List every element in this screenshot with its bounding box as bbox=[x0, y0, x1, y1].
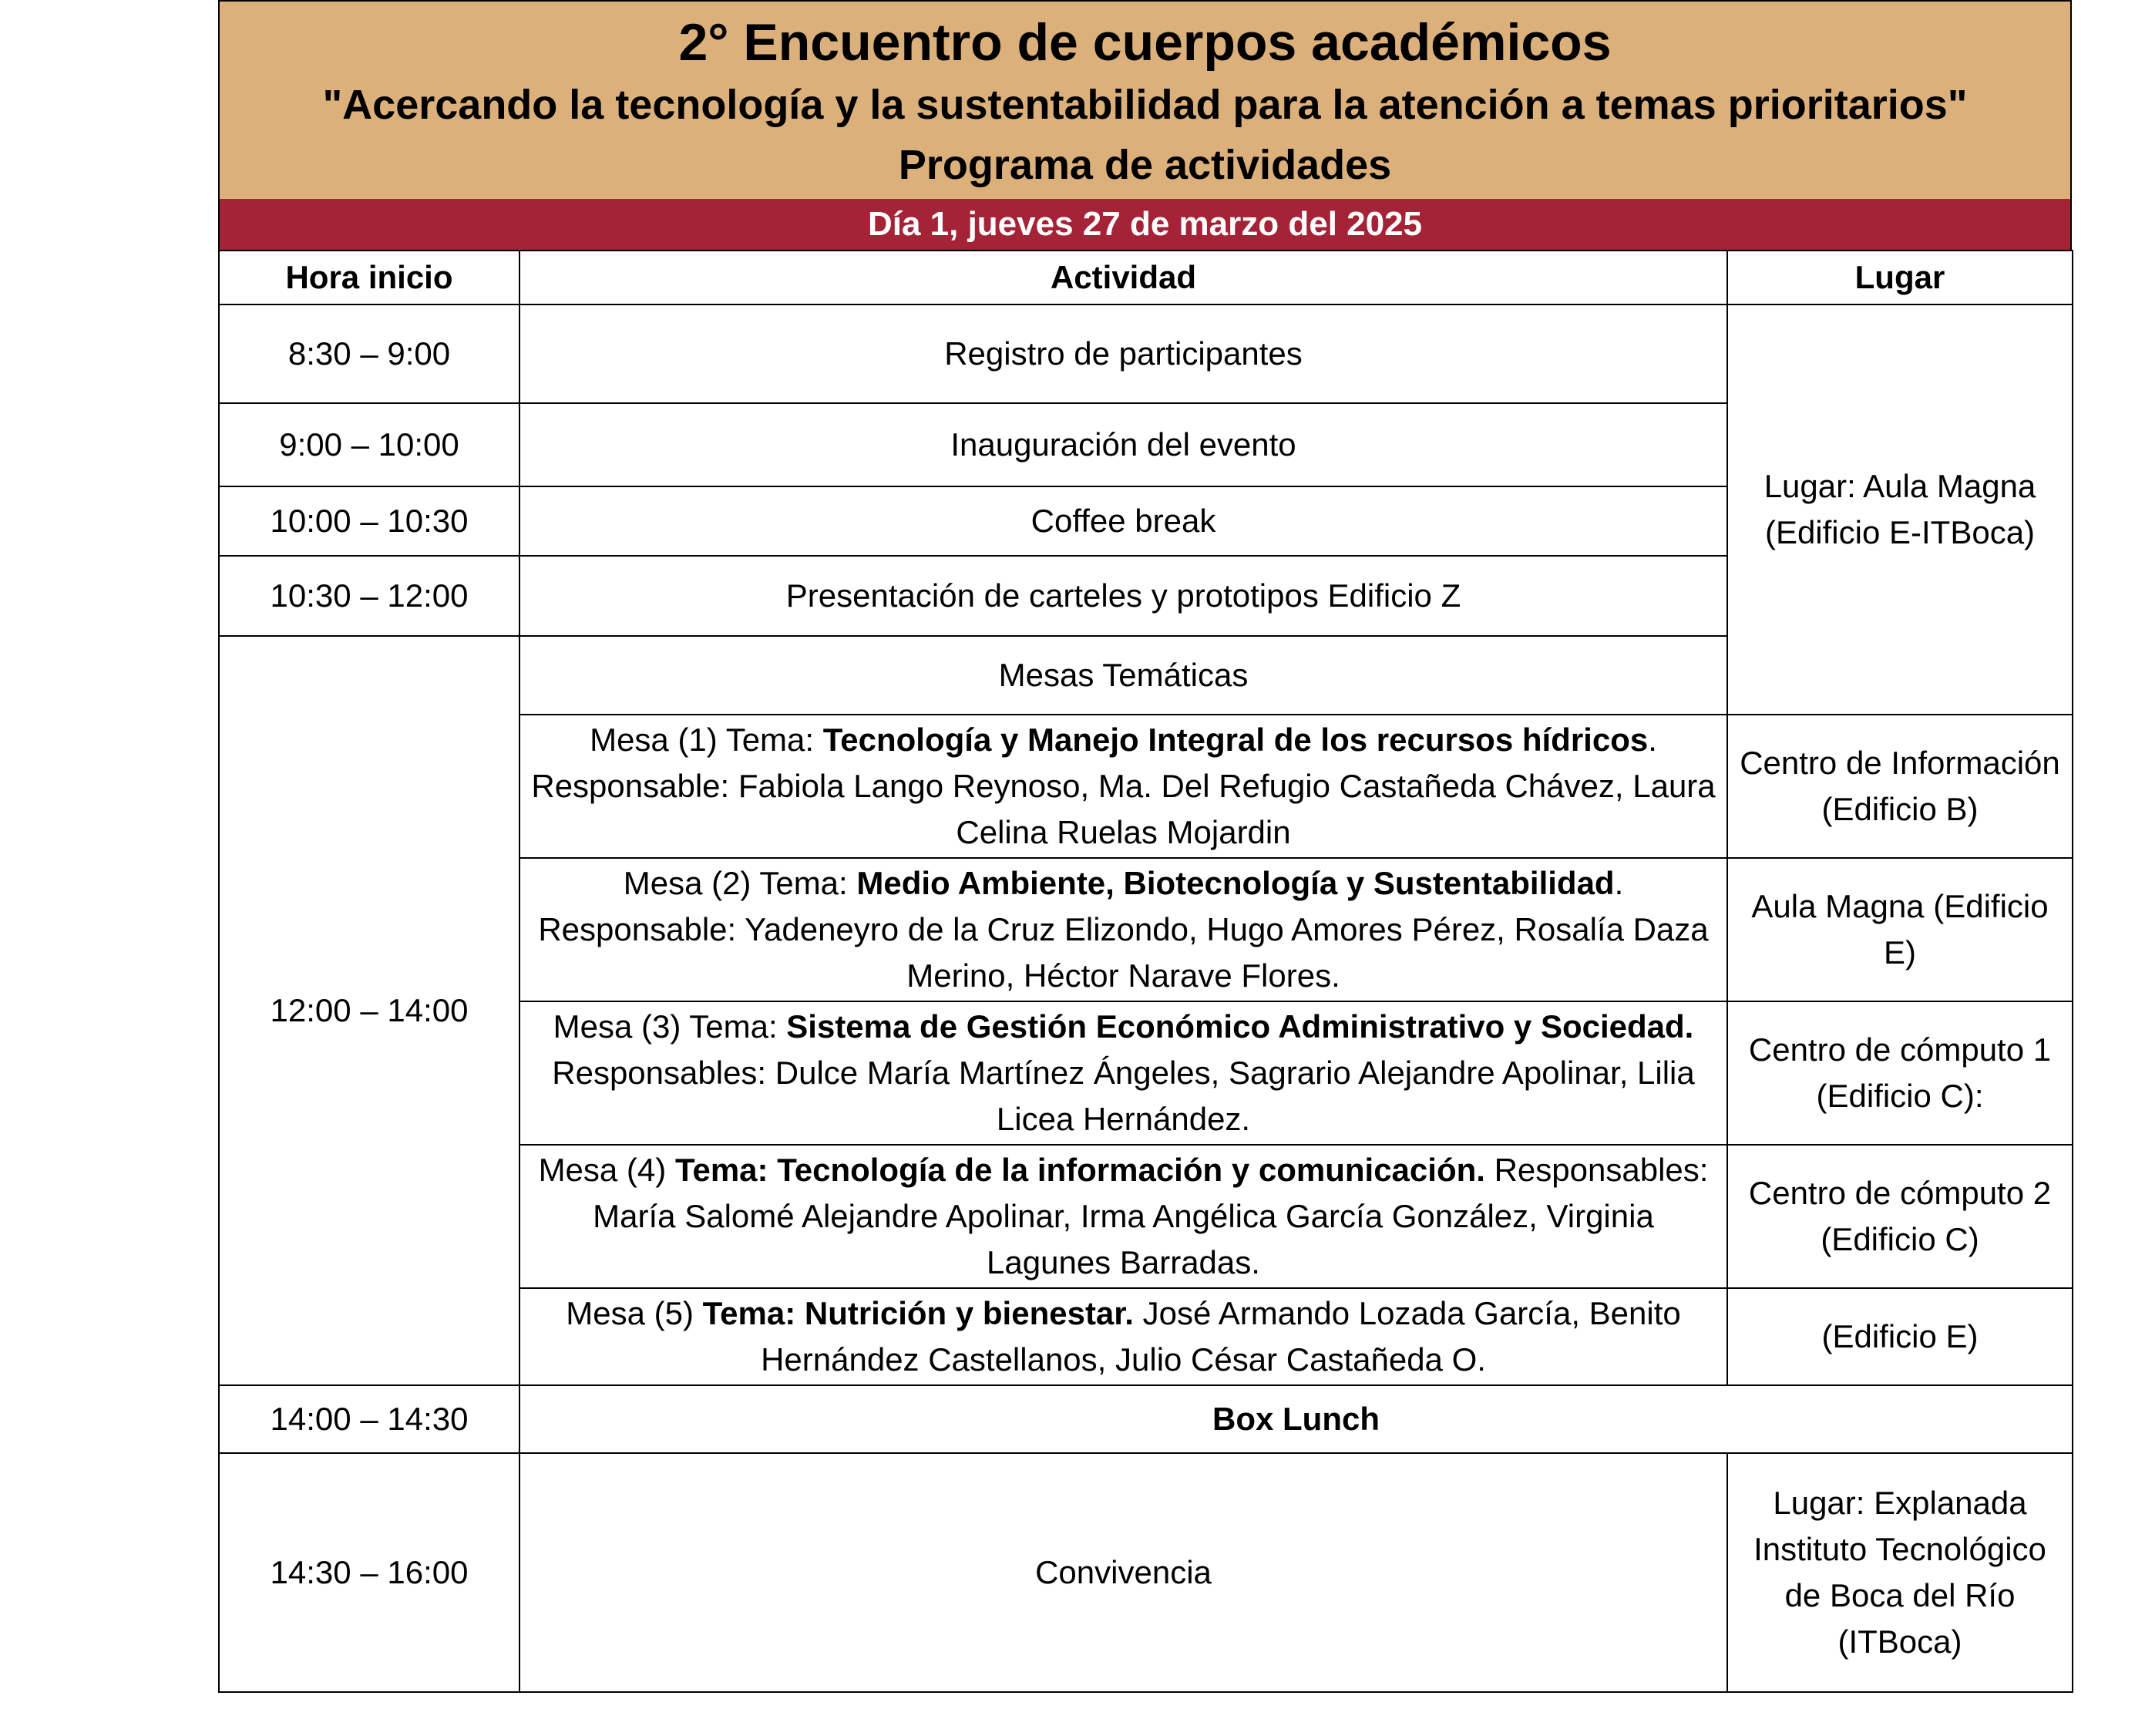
col-header-actividad: Actividad bbox=[519, 251, 1727, 304]
hora-cell: 14:30 – 16:00 bbox=[219, 1453, 519, 1692]
lugar-cell: Lugar: Explanada Instituto Tecnológico de Boca del Río (ITBoca) bbox=[1727, 1453, 2073, 1692]
mesa-lugar-cell: Centro de Información (Edificio B) bbox=[1727, 715, 2073, 858]
mesa-responsables: Responsables: Dulce María Martínez Ángeles, Sagrario Alejandre Apolinar, Lilia Licea Hernández. bbox=[552, 1055, 1695, 1137]
mesa-cell bbox=[519, 1001, 1727, 1145]
hora-cell: 8:30 – 9:00 bbox=[219, 304, 519, 403]
mesa-cell bbox=[519, 1145, 1727, 1288]
hora-cell: 14:00 – 14:30 bbox=[219, 1385, 519, 1453]
day-banner: Día 1, jueves 27 de marzo del 2025 bbox=[218, 199, 2072, 250]
mesa-cell bbox=[519, 1288, 1727, 1385]
table-header-row bbox=[219, 251, 2073, 304]
mesa-prefix: Mesa (3) Tema: bbox=[553, 1008, 787, 1045]
mesa-lugar-cell: Centro de cómputo 1 (Edificio C): bbox=[1727, 1001, 2073, 1145]
program-header bbox=[218, 0, 2072, 199]
table-row bbox=[219, 304, 2073, 403]
hora-cell: 9:00 – 10:00 bbox=[219, 403, 519, 486]
actividad-cell: Convivencia bbox=[519, 1453, 1727, 1692]
mesa-responsables: . Responsable: Fabiola Lango Reynoso, Ma. Del Refugio Castañeda Chávez, Laura Celina Ruelas Mojardin bbox=[531, 722, 1716, 850]
lugar-cell bbox=[1727, 304, 2073, 715]
mesa-cell bbox=[519, 858, 1727, 1001]
col-header-hora: Hora inicio bbox=[219, 251, 519, 304]
schedule-table bbox=[218, 250, 2073, 1693]
mesa-lugar-cell: Centro de cómputo 2 (Edificio C) bbox=[1727, 1145, 2073, 1288]
mesa-lugar-cell: (Edificio E) bbox=[1727, 1288, 2073, 1385]
actividad-cell: Presentación de carteles y prototipos Edificio Z bbox=[519, 556, 1727, 636]
mesa-prefix: Mesa (5) bbox=[566, 1295, 703, 1331]
mesa-prefix: Mesa (4) bbox=[538, 1152, 675, 1188]
mesa-prefix: Mesa (1) Tema: bbox=[590, 722, 823, 758]
table-row bbox=[219, 1385, 2073, 1453]
lugar-line: Lugar: Aula Magna bbox=[1763, 468, 2036, 504]
hora-cell: 12:00 – 14:00 bbox=[219, 636, 519, 1385]
lugar-line: (Edificio E-ITBoca) bbox=[1764, 514, 2036, 550]
mesa-responsables: Responsables: María Salomé Alejandre Apolinar, Irma Angélica García González, Virginia Lagunes Barradas. bbox=[593, 1152, 1709, 1280]
table-row bbox=[219, 1453, 2073, 1692]
hora-cell: 10:30 – 12:00 bbox=[219, 556, 519, 636]
actividad-cell: Inauguración del evento bbox=[519, 403, 1727, 486]
mesa-cell bbox=[519, 715, 1727, 858]
hora-cell: 10:00 – 10:30 bbox=[219, 486, 519, 556]
mesa-responsables: José Armando Lozada García, Benito Hernández Castellanos, Julio César Castañeda O. bbox=[761, 1295, 1681, 1378]
mesa-tema: Tema: Tecnología de la información y comunicación. bbox=[674, 1152, 1485, 1188]
mesa-tema: Tema: Nutrición y bienestar. bbox=[702, 1295, 1134, 1331]
mesa-tema: Medio Ambiente, Biotecnología y Sustentabilidad bbox=[856, 865, 1615, 901]
col-header-lugar: Lugar bbox=[1727, 251, 2073, 304]
actividad-cell bbox=[519, 1385, 2073, 1453]
box-lunch-label: Box Lunch bbox=[1212, 1401, 1380, 1437]
event-title: 2° Encuentro de cuerpos académicos bbox=[678, 13, 1612, 72]
actividad-cell: Coffee break bbox=[519, 486, 1727, 556]
actividad-cell: Registro de participantes bbox=[519, 304, 1727, 403]
program-heading: Programa de actividades bbox=[898, 142, 1392, 188]
mesa-lugar-cell: Aula Magna (Edificio E) bbox=[1727, 858, 2073, 1001]
mesa-tema: Tecnología y Manejo Integral de los recursos hídricos bbox=[822, 722, 1649, 758]
mesa-tema: Sistema de Gestión Económico Administrativo y Sociedad. bbox=[786, 1008, 1694, 1045]
actividad-cell: Mesas Temáticas bbox=[519, 636, 1727, 715]
mesa-prefix: Mesa (2) Tema: bbox=[623, 865, 857, 901]
event-subtitle: "Acercando la tecnología y la sustentabilidad para la atención a temas prioritarios" bbox=[322, 82, 1968, 128]
program-sheet bbox=[218, 0, 2072, 1693]
mesa-responsables: . Responsable: Yadeneyro de la Cruz Elizondo, Hugo Amores Pérez, Rosalía Daza Merino, Héctor Narave Flores. bbox=[538, 865, 1709, 994]
